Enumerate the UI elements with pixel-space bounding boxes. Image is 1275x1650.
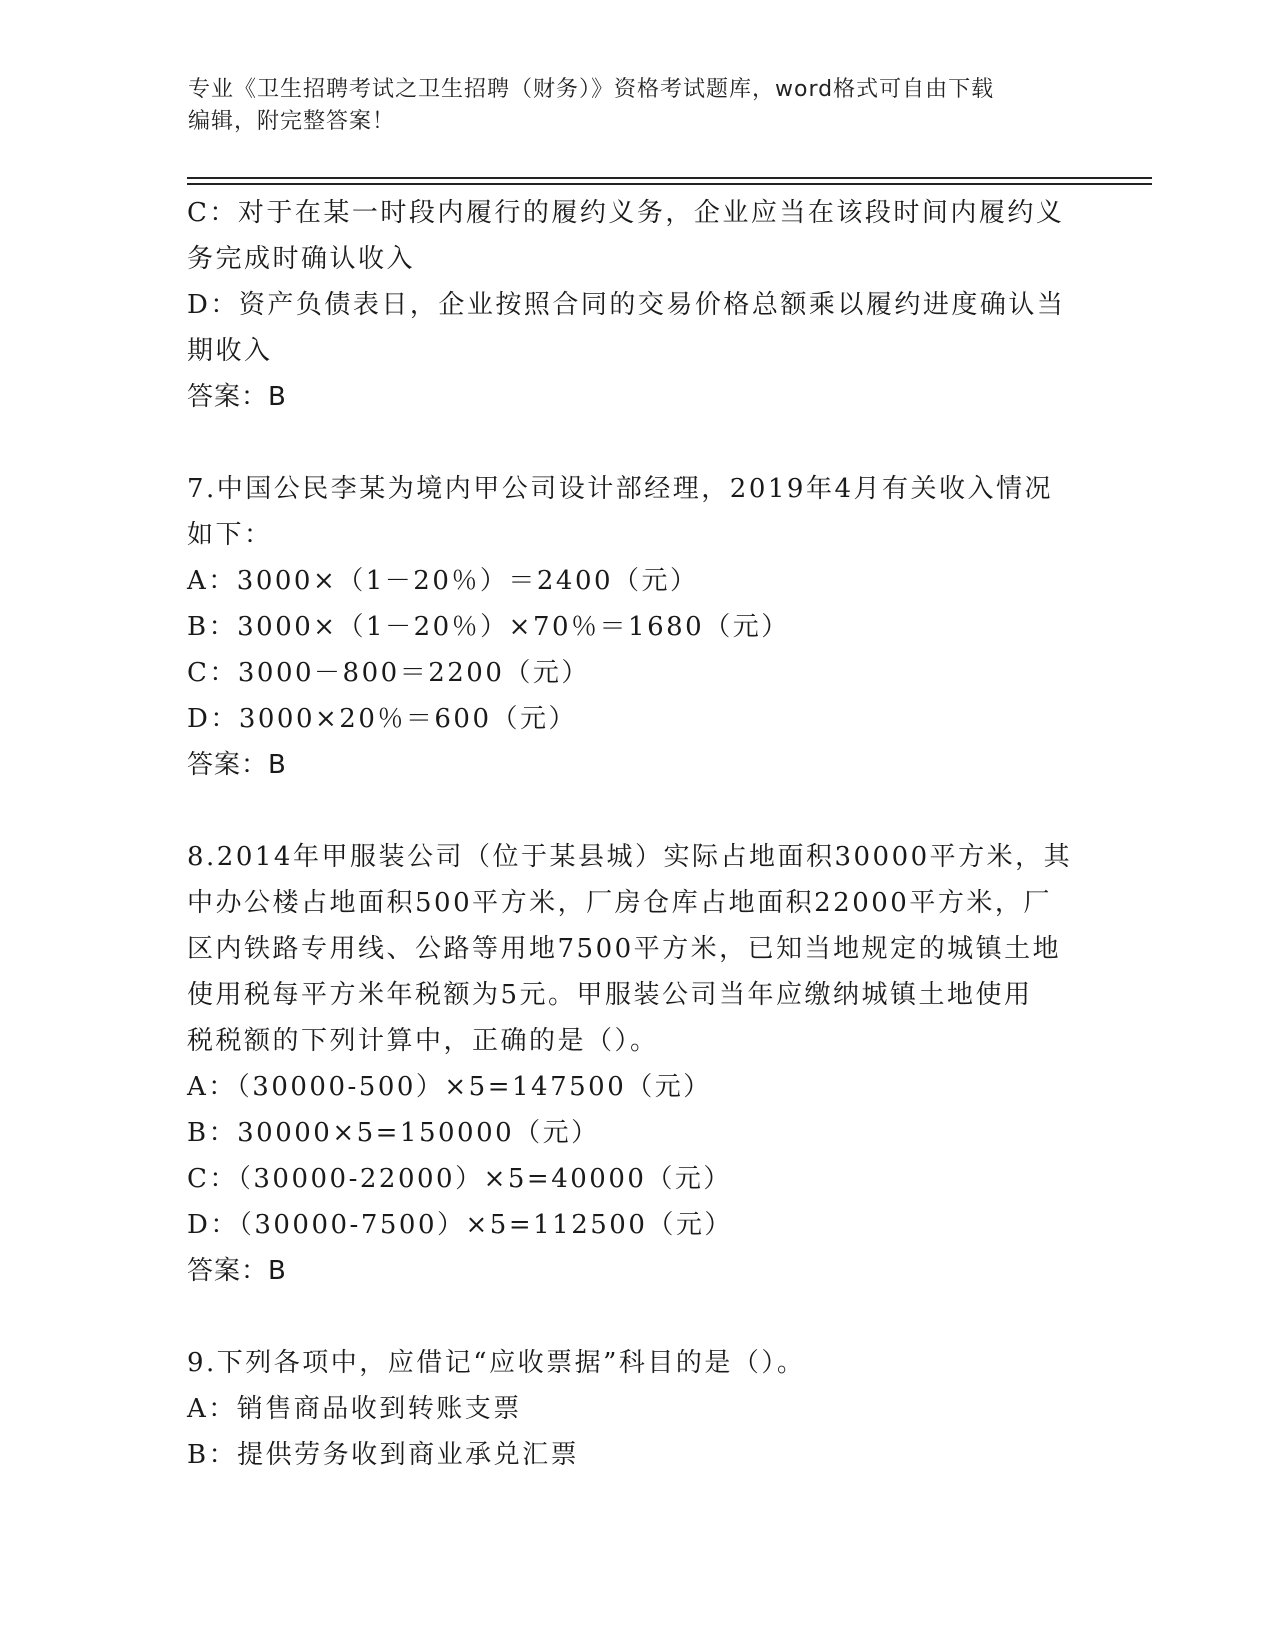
document-header <box>188 74 1088 138</box>
spacer <box>187 1294 1087 1340</box>
question-9-stem-1: 9.下列各项中，应借记“应收票据”科目的是（）。 <box>187 1348 806 1378</box>
question-8-stem-1: 8.2014年甲服装公司（位于某县城）实际占地面积30000平方米，其 <box>187 842 1073 872</box>
prev-question-block <box>187 190 1087 420</box>
question-8-stem-2: 中办公楼占地面积500平方米，厂房仓库占地面积22000平方米，厂 <box>187 888 1052 918</box>
option-d-line-1: D：资产负债表日，企业按照合同的交易价格总额乘以履约进度确认当 <box>187 290 1066 320</box>
header-divider-top <box>187 177 1152 179</box>
header-divider-bottom <box>187 183 1152 185</box>
option-c-line-1: C：对于在某一时段内履行的履约义务，企业应当在该段时间内履约义 <box>187 198 1065 228</box>
spacer <box>187 420 1087 466</box>
option-d-line-2: 期收入 <box>187 336 273 366</box>
question-8-option-b: B：30000×5=150000（元） <box>187 1118 600 1148</box>
question-7-answer: 答案：B <box>187 750 287 780</box>
question-7-option-c: C：3000－800＝2200（元） <box>187 658 590 688</box>
spacer <box>187 788 1087 834</box>
question-content <box>187 190 1087 1478</box>
question-9-option-a: A：销售商品收到转账支票 <box>187 1394 522 1424</box>
question-8-stem-5: 税税额的下列计算中，正确的是（）。 <box>187 1026 659 1056</box>
header-line-2: 编辑，附完整答案！ <box>188 109 396 134</box>
question-7-stem-1: 7.中国公民李某为境内甲公司设计部经理，2019年4月有关收入情况 <box>187 474 1054 504</box>
question-7-option-a: A：3000×（1－20％）＝2400（元） <box>187 566 699 596</box>
option-c-line-2: 务完成时确认收入 <box>187 244 416 274</box>
question-8-stem-3: 区内铁路专用线、公路等用地7500平方米，已知当地规定的城镇土地 <box>187 934 1062 964</box>
question-8-block <box>187 834 1087 1294</box>
question-7-block <box>187 466 1087 788</box>
question-7-option-d: D：3000×20％＝600（元） <box>187 704 578 734</box>
question-8-option-c: C：（30000-22000）×5=40000（元） <box>187 1164 732 1194</box>
question-9-option-b: B：提供劳务收到商业承兑汇票 <box>187 1440 580 1470</box>
question-7-option-b: B：3000×（1－20％）×70％＝1680（元） <box>187 612 790 642</box>
header-line-1: 专业《卫生招聘考试之卫生招聘（财务）》资格考试题库，word格式可自由下载 <box>188 77 995 102</box>
question-8-answer: 答案：B <box>187 1256 287 1286</box>
answer-label: 答案：B <box>187 382 287 412</box>
question-8-option-d: D：（30000-7500）×5=112500（元） <box>187 1210 733 1240</box>
question-8-option-a: A：（30000-500）×5=147500（元） <box>187 1072 712 1102</box>
question-9-block <box>187 1340 1087 1478</box>
question-7-stem-2: 如下： <box>187 520 273 550</box>
question-8-stem-4: 使用税每平方米年税额为5元。甲服装公司当年应缴纳城镇土地使用 <box>187 980 1033 1010</box>
